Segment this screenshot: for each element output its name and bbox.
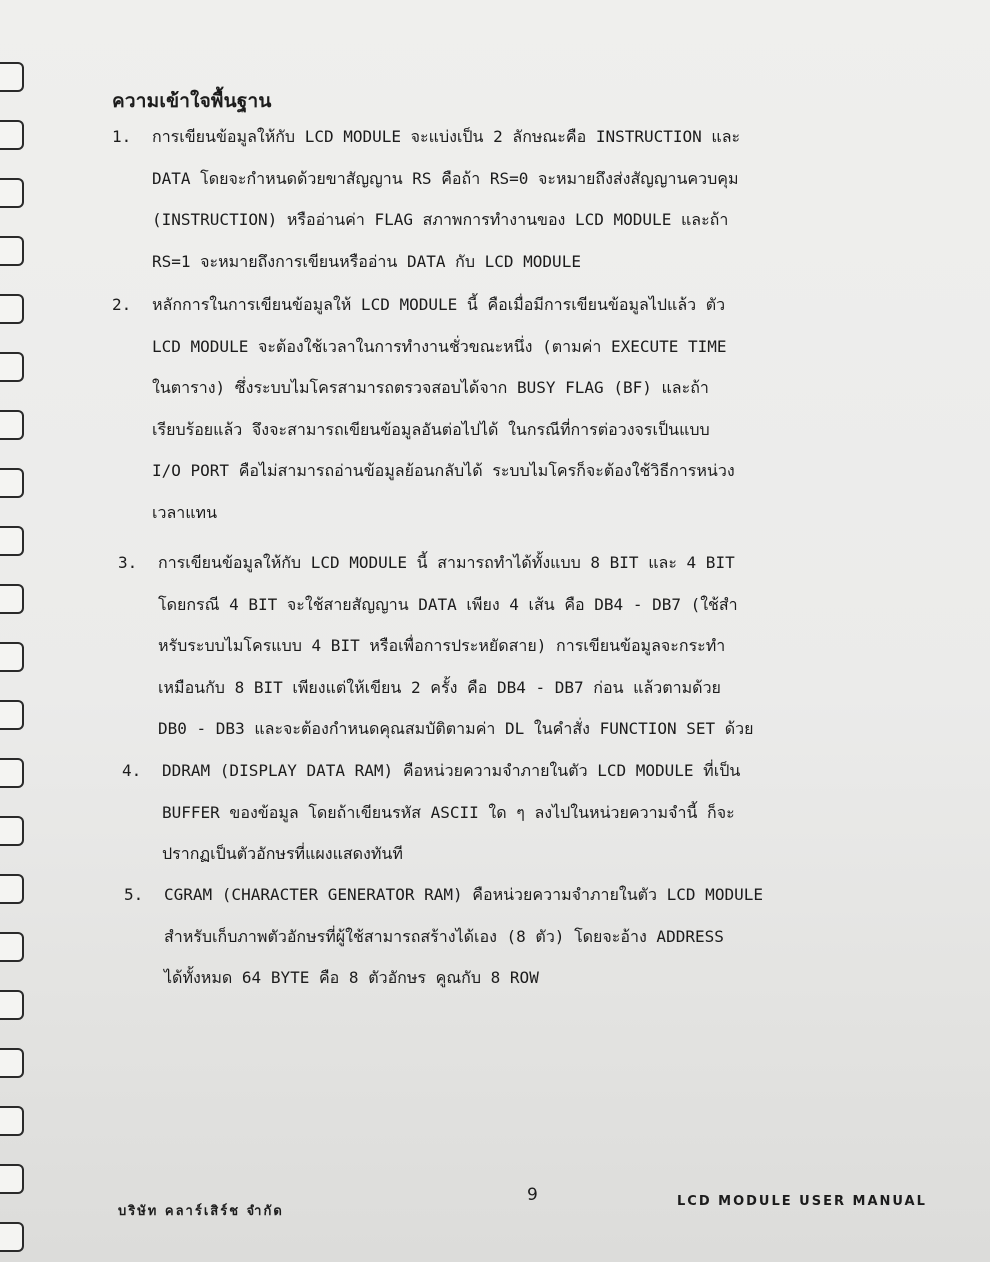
item-line: โดยกรณี 4 BIT จะใช้สายสัญญาน DATA เพียง 4 เส้น คือ DB4 - DB7 (ใช้สำ <box>158 594 738 614</box>
binding-ring <box>0 178 24 208</box>
item-line: เรียบร้อยแล้ว จึงจะสามารถเขียนข้อมูลอันต่อไปได้ ในกรณีที่การต่อวงจรเป็นแบบ <box>152 419 710 439</box>
binding-ring <box>0 758 24 788</box>
item-line: หรับระบบไมโครแบบ 4 BIT หรือเพื่อการประหยัดสาย) การเขียนข้อมูลจะกระทำ <box>158 636 726 655</box>
item-line: I/O PORT คือไม่สามารถอ่านข้อมูลย้อนกลับได้ ระบบไมโครก็จะต้องใช้วิธีการหน่วง <box>152 461 735 480</box>
item-line: ปรากฏเป็นตัวอักษรที่แผงแสดงทันที <box>162 844 403 863</box>
binding-ring <box>0 584 24 614</box>
item-line: DB0 - DB3 และจะต้องกำหนดคุณสมบัติตามค่า DL ในคำสั่ง FUNCTION SET ด้วย <box>158 719 754 738</box>
binding-ring <box>0 642 24 672</box>
binding-ring <box>0 1048 24 1078</box>
binding-ring <box>0 468 24 498</box>
list-item-4 <box>122 750 740 875</box>
item-line: CGRAM (CHARACTER GENERATOR RAM) คือหน่วยความจำภายในตัว LCD MODULE <box>164 885 763 904</box>
page-number: 9 <box>527 1185 538 1205</box>
item-line: LCD MODULE จะต้องใช้เวลาในการทำงานชั่วขณะหนึ่ง (ตามค่า EXECUTE TIME <box>152 336 727 356</box>
item-line: สำหรับเก็บภาพตัวอักษรที่ผู้ใช้สามารถสร้างได้เอง (8 ตัว) โดยจะอ้าง ADDRESS <box>164 926 724 946</box>
item-number: 4. <box>122 761 142 780</box>
item-line: เหมือนกับ 8 BIT เพียงแต่ให้เขียน 2 ครั้ง คือ DB4 - DB7 ก่อน แล้วตามด้วย <box>158 677 721 697</box>
item-line: เวลาแทน <box>152 502 218 522</box>
company-name: บริษัท คลาร์เสิร์ช จำกัด <box>118 1204 284 1219</box>
binding-ring <box>0 410 24 440</box>
binding-ring <box>0 62 24 92</box>
item-line: การเขียนข้อมูลให้กับ LCD MODULE จะแบ่งเป็น 2 ลักษณะคือ INSTRUCTION และ <box>152 127 741 146</box>
item-number: 1. <box>112 127 132 146</box>
item-line: DDRAM (DISPLAY DATA RAM) คือหน่วยความจำภายในตัว LCD MODULE ที่เป็น <box>162 761 741 780</box>
binding-ring <box>0 352 24 382</box>
binding-ring <box>0 990 24 1020</box>
binding-ring <box>0 526 24 556</box>
list-item-2 <box>112 284 735 533</box>
item-number: 2. <box>112 295 132 314</box>
binding-ring <box>0 294 24 324</box>
item-line: การเขียนข้อมูลให้กับ LCD MODULE นี้ สามารถทำได้ทั้งแบบ 8 BIT และ 4 BIT <box>158 553 735 572</box>
binding-ring <box>0 816 24 846</box>
item-line: ได้ทั้งหมด 64 BYTE คือ 8 ตัวอักษร คูณกับ 8 ROW <box>164 968 539 987</box>
binding-ring <box>0 1222 24 1252</box>
list-item-5 <box>124 874 763 999</box>
item-line: (INSTRUCTION) หรืออ่านค่า FLAG สภาพการทำงานของ LCD MODULE และถ้า <box>152 210 729 229</box>
list-item-3 <box>118 542 754 750</box>
binding-ring <box>0 700 24 730</box>
binding-ring <box>0 236 24 266</box>
binding-ring <box>0 1164 24 1194</box>
item-line: RS=1 จะหมายถึงการเขียนหรืออ่าน DATA กับ LCD MODULE <box>152 251 581 271</box>
item-number: 3. <box>118 553 138 572</box>
item-line: หลักการในการเขียนข้อมูลให้ LCD MODULE นี้ คือเมื่อมีการเขียนข้อมูลไปแล้ว ตัว <box>152 295 726 314</box>
manual-title: LCD MODULE USER MANUAL <box>677 1194 927 1209</box>
binding-ring <box>0 874 24 904</box>
spiral-binding <box>0 40 26 1240</box>
item-line: DATA โดยจะกำหนดด้วยขาสัญญาน RS คือถ้า RS=0 จะหมายถึงส่งสัญญานควบคุม <box>152 168 739 188</box>
list-item-1 <box>112 116 740 282</box>
binding-ring <box>0 932 24 962</box>
binding-ring <box>0 1106 24 1136</box>
item-number: 5. <box>124 885 144 904</box>
binding-ring <box>0 120 24 150</box>
item-line: BUFFER ของข้อมูล โดยถ้าเขียนรหัส ASCII ใด ๆ ลงไปในหน่วยความจำนี้ ก็จะ <box>162 802 735 822</box>
section-heading: ความเข้าใจพื้นฐาน <box>112 90 272 112</box>
item-line: ในตาราง) ซึ่งระบบไมโครสามารถตรวจสอบได้จาก BUSY FLAG (BF) และถ้า <box>152 378 709 397</box>
